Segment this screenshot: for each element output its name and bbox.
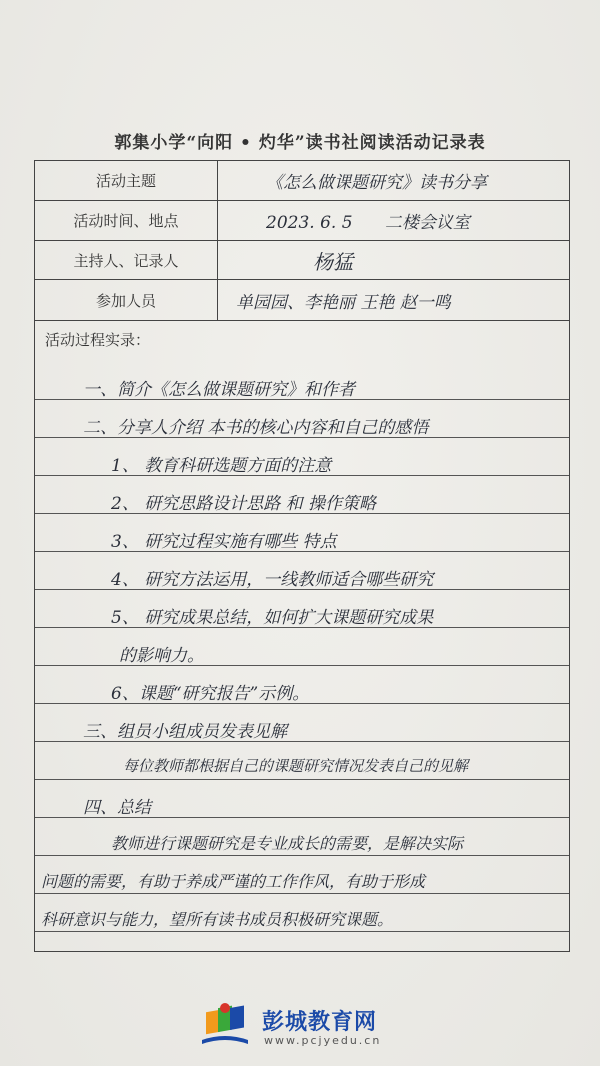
process-line: 的影响力。	[119, 646, 204, 666]
form-row-participants	[35, 280, 569, 321]
process-line: 每位教师都根据自己的课题研究情况发表自己的见解	[123, 757, 469, 775]
ruled-line	[35, 855, 569, 856]
process-line: 问题的需要，有助于养成严谨的工作作风，有助于形成	[41, 872, 426, 891]
process-line: 1、 教育科研选题方面的注意	[111, 456, 332, 476]
process-line: 二、分享人介绍 本书的核心内容和自己的感悟	[83, 418, 429, 438]
ruled-line	[35, 665, 569, 666]
form-row-topic	[35, 161, 569, 201]
form-row-time-place	[35, 201, 569, 241]
watermark-site-name: 彭城教育网	[262, 1010, 378, 1035]
process-line: 科研意识与能力，望所有读书成员积极研究课题。	[41, 910, 394, 929]
field-value-host-recorder: 杨猛	[313, 249, 353, 274]
process-line: 教师进行课题研究是专业成长的需要，是解决实际	[111, 834, 464, 853]
document-title: 郭集小学“向阳 • 灼华”读书社阅读活动记录表	[114, 133, 486, 153]
process-line: 5、 研究成果总结，如何扩大课题研究成果	[111, 608, 434, 628]
process-line: 6、课题“研究报告”示例。	[111, 684, 310, 704]
field-value-time-place: 2023. 6. 5 二楼会议室	[266, 213, 470, 233]
field-value-topic: 《怎么做课题研究》读书分享	[266, 173, 487, 193]
process-line: 四、总结	[83, 798, 151, 818]
form-row-host-recorder	[35, 241, 569, 280]
process-line: 2、 研究思路设计思路 和 操作策略	[111, 494, 377, 514]
process-section-label: 活动过程实录：	[45, 331, 151, 349]
process-line: 一、简介《怎么做课题研究》和作者	[83, 380, 355, 400]
record-form	[34, 160, 570, 952]
field-label-time-place: 活动时间、地点	[35, 201, 218, 240]
watermark-site-url: www.pcjyedu.cn	[264, 1034, 382, 1047]
field-label-participants: 参加人员	[35, 280, 218, 320]
field-value-participants: 单园园、李艳丽 王艳 赵一鸣	[236, 292, 451, 313]
process-line: 4、 研究方法运用，一线教师适合哪些研究	[111, 570, 434, 590]
ruled-line	[35, 893, 569, 894]
process-line: 三、组员小组成员发表见解	[83, 722, 287, 742]
process-line: 3、 研究过程实施有哪些 特点	[111, 532, 337, 552]
ruled-line	[35, 931, 569, 932]
field-label-topic: 活动主题	[35, 161, 218, 200]
ruled-line	[35, 779, 569, 780]
field-label-host-recorder: 主持人、记录人	[35, 241, 218, 279]
